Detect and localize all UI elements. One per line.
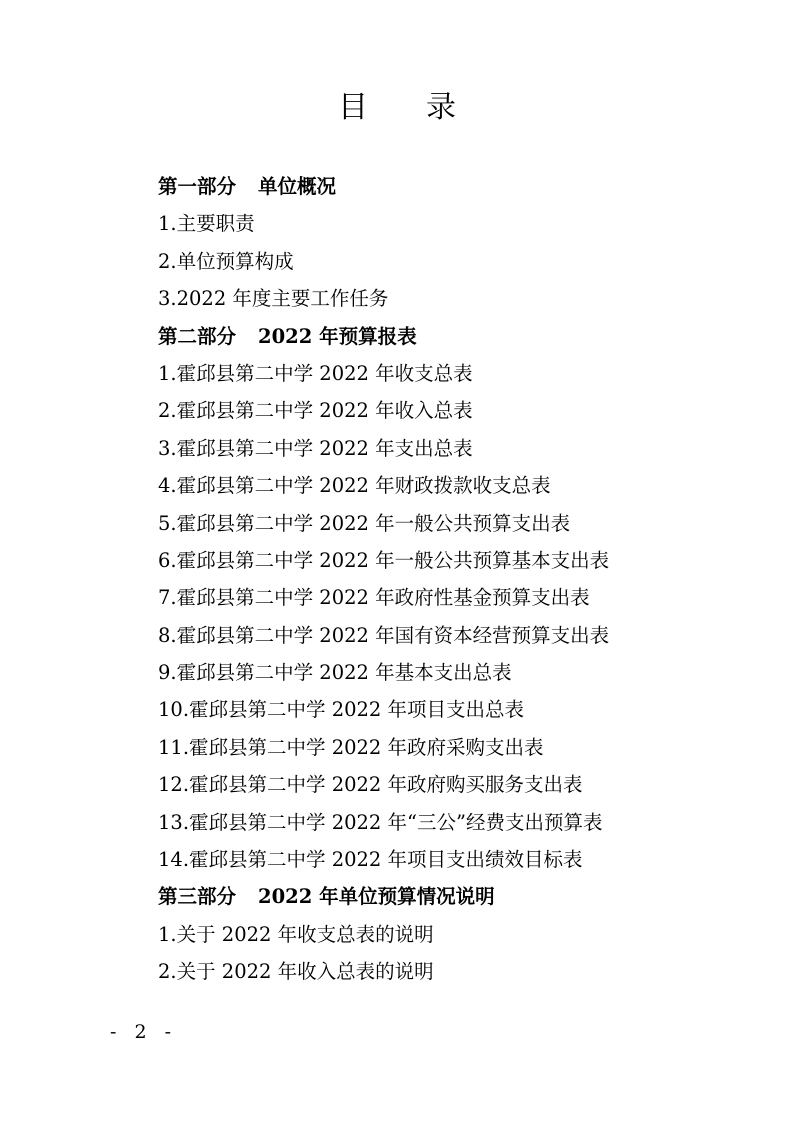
toc-item: 8.霍邱县第二中学 2022 年国有资本经营预算支出表: [158, 623, 610, 647]
toc-section-part2: [158, 318, 758, 355]
section-title: 2022 年预算报表: [258, 324, 417, 348]
section-title: 2022 年单位预算情况说明: [258, 885, 495, 909]
toc-section-part3: [158, 878, 758, 915]
toc-item: 5.霍邱县第二中学 2022 年一般公共预算支出表: [158, 511, 571, 535]
toc-item: 7.霍邱县第二中学 2022 年政府性基金预算支出表: [158, 586, 590, 610]
toc-item: 1.主要职责: [158, 212, 255, 236]
toc-item: 13.霍邱县第二中学 2022 年“三公”经费支出预算表: [158, 810, 603, 834]
page-number: - 2 -: [110, 1021, 178, 1043]
section-label: 第三部分: [158, 885, 237, 909]
toc-item: 4.霍邱县第二中学 2022 年财政拨款收支总表: [158, 474, 551, 498]
toc-item: 3.2022 年度主要工作任务: [158, 287, 389, 311]
toc-item: 2.关于 2022 年收入总表的说明: [158, 960, 434, 984]
toc-item: 10.霍邱县第二中学 2022 年项目支出总表: [158, 698, 525, 722]
toc-section-part1: [158, 168, 758, 205]
toc-item: 11.霍邱县第二中学 2022 年政府采购支出表: [158, 735, 544, 759]
toc-item: 3.霍邱县第二中学 2022 年支出总表: [158, 436, 473, 460]
toc-item: 2.单位预算构成: [158, 249, 294, 273]
toc-item: 14.霍邱县第二中学 2022 年项目支出绩效目标表: [158, 848, 583, 872]
section-title: 单位概况: [258, 175, 337, 198]
toc-item: 9.霍邱县第二中学 2022 年基本支出总表: [158, 661, 512, 685]
page-title: 目录: [338, 90, 514, 125]
section-label: 第一部分: [158, 175, 237, 198]
table-of-contents: [158, 168, 758, 991]
toc-item: 12.霍邱县第二中学 2022 年政府购买服务支出表: [158, 773, 583, 797]
toc-item: 2.霍邱县第二中学 2022 年收入总表: [158, 399, 473, 423]
toc-item: 1.关于 2022 年收支总表的说明: [158, 922, 434, 946]
toc-item: 1.霍邱县第二中学 2022 年收支总表: [158, 361, 473, 385]
section-label: 第二部分: [158, 324, 237, 348]
toc-item: 6.霍邱县第二中学 2022 年一般公共预算基本支出表: [158, 548, 610, 572]
